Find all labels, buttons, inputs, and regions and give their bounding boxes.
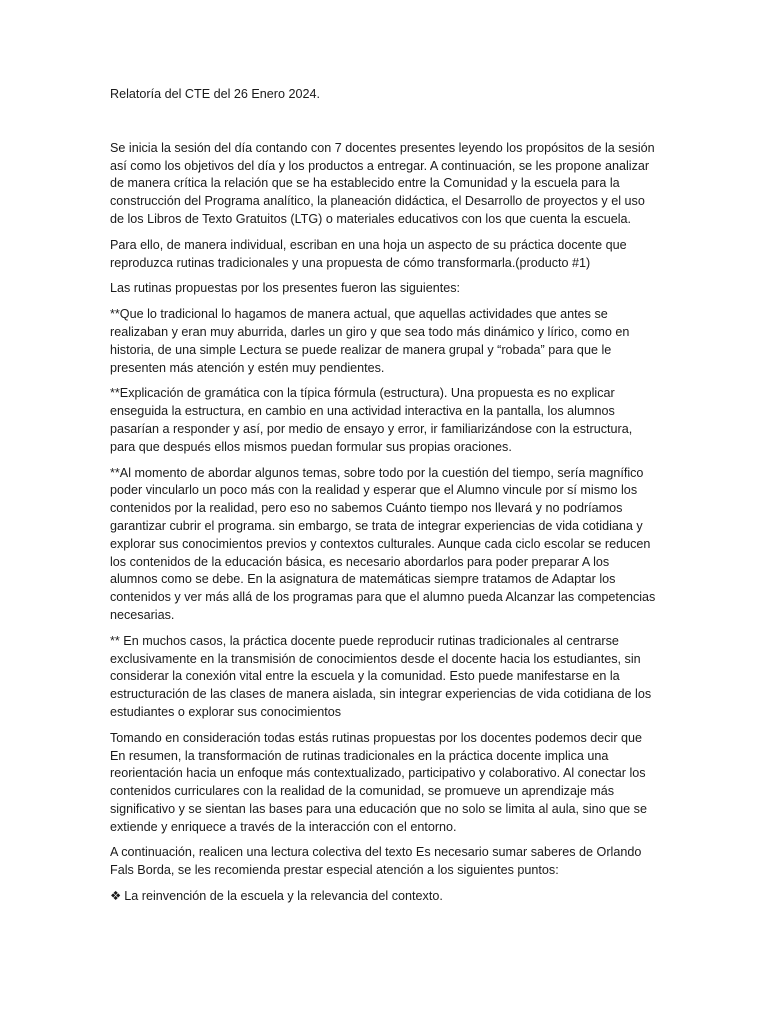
diamond-bullet-icon: ❖: [110, 889, 122, 904]
paragraph-session-intro: Se inicia la sesión del día contando con 7 docentes presentes leyendo los propósitos de la sesión así como los objetivos del día y los productos a entregar. A continuación, se les propone analizar de manera crítica la relación que se ha establecido entre la Comunidad y la escuela para la construcción del Programa analítico, la planeación didáctica, el Desarrollo de proyectos y el uso de los Libros de Texto Gratuitos (LTG) o materiales educativos con los que cuenta la escuela.: [110, 140, 655, 226]
document-title: Relatoría del CTE del 26 Enero 2024.: [110, 87, 321, 101]
document-page: [110, 86, 658, 914]
paragraph-routine-1: **Que lo tradicional lo hagamos de manera actual, que aquellas actividades que antes se realizaban y eran muy aburrida, darles un giro y que sea todo más dinámico y lírico, como en historia, de una simple Lectura se puede realizar de manera grupal y “robada” para que le presenten más atención y estén muy pendientes.: [110, 307, 630, 375]
paragraph-routines-intro: Las rutinas propuestas por los presentes fueron las siguientes:: [110, 281, 461, 296]
bullet-item: [110, 888, 658, 906]
paragraph-routine-4: ** En muchos casos, la práctica docente puede reproducir rutinas tradicionales al centrarse exclusivamente en la transmisión de conocimientos desde el docente hacia los estudiantes, sin considerar la conexión vital entre la escuela y la comunidad. Esto puede manifestarse en la estructuración de las clases de manera aislada, sin integrar experiencias de vida cotidiana de los estudiantes o explorar sus conocimientos: [110, 633, 652, 719]
paragraph-collective-reading: A continuación, realicen una lectura colectiva del texto Es necesario sumar saberes de Orlando Fals Borda, se les recomienda prestar especial atención a los siguientes puntos:: [110, 845, 642, 878]
paragraph-summary: Tomando en consideración todas estás rutinas propuestas por los docentes podemos decir que En resumen, la transformación de rutinas tradicionales en la práctica docente implica una reorientación hacia un enfoque más contextualizado, participativo y colaborativo. Al conectar los contenidos curriculares con la realidad de la comunidad, se promueve un aprendizaje más significativo y se sientan las bases para una educación que no solo se limita al aula, sino que se extiende y enriquece a través de la interacción con el entorno.: [110, 730, 647, 834]
paragraph-individual-task: Para ello, de manera individual, escriban en una hoja un aspecto de su práctica docente que reproduzca rutinas tradicionales y una propuesta de cómo transformarla.(producto #1): [110, 237, 627, 270]
bullet-item-text: La reinvención de la escuela y la relevancia del contexto.: [124, 889, 443, 904]
paragraph-routine-3: **Al momento de abordar algunos temas, sobre todo por la cuestión del tiempo, sería magnífico poder vincularlo un poco más con la realidad y esperar que el Alumno vincule por sí mismo los contenidos por la realidad, pero eso no sabemos Cuánto tiempo nos llevará y no podríamos garantizar cubrir el programa. sin embargo, se trata de integrar experiencias de vida cotidiana y explorar sus conocimientos previos y contextos culturales. Aunque cada ciclo escolar se reducen los contenidos de la educación básica, es necesario abordarlos para poder preparar A los alumnos como se debe. En la asignatura de matemáticas siempre tratamos de Adaptar los contenidos y ver más allá de los programas para que el alumno pueda Alcanzar las competencias necesarias.: [110, 465, 656, 622]
paragraph-routine-2: **Explicación de gramática con la típica fórmula (estructura). Una propuesta es no explicar enseguida la estructura, en cambio en una actividad interactiva en la pantalla, los alumnos pasarían a responder y así, por medio de ensayo y error, ir familiarizándose con la estructura, para que después ellos mismos puedan formular sus propias oraciones.: [110, 386, 633, 454]
